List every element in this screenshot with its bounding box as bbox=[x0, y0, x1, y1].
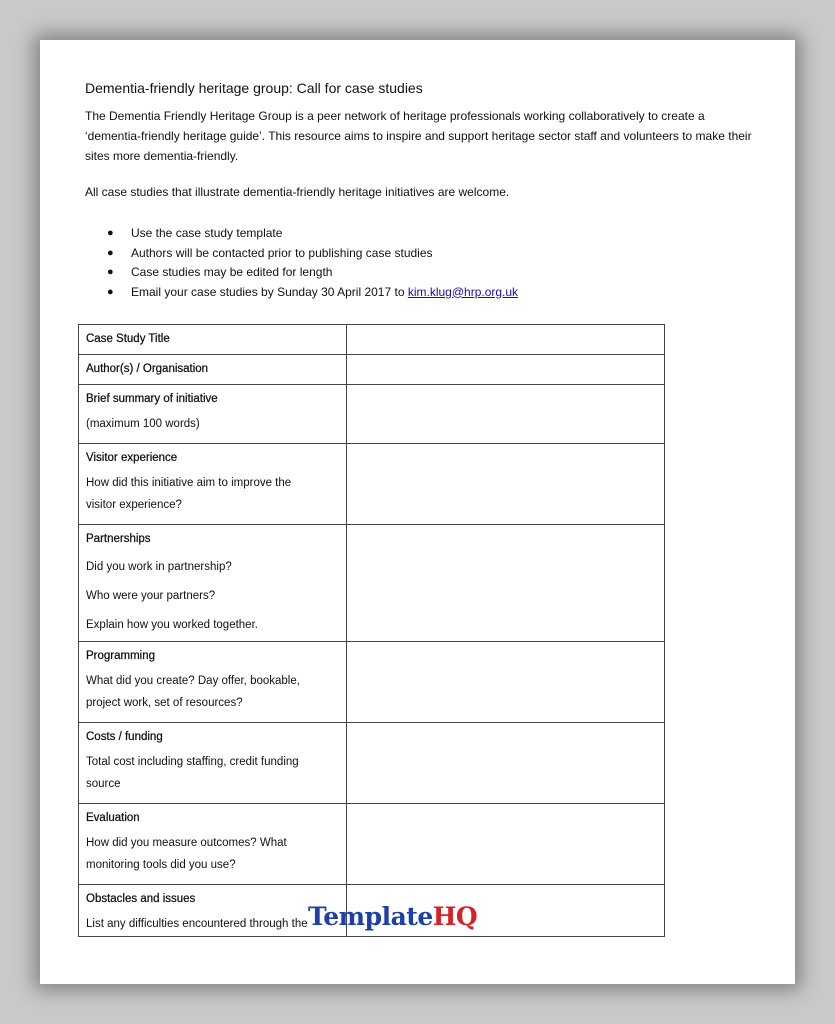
instruction-list bbox=[85, 224, 745, 302]
answer-cell[interactable] bbox=[347, 804, 665, 885]
document-title: Dementia-friendly heritage group: Call for case studies bbox=[85, 80, 423, 96]
list-item-text: Email your case studies by Sunday 30 April 2017 to bbox=[131, 284, 408, 299]
row-label-cell bbox=[79, 355, 347, 385]
bullet-icon: ● bbox=[107, 285, 114, 298]
document-page bbox=[40, 40, 795, 984]
row-heading: Brief summary of initiative bbox=[86, 393, 218, 405]
table-row bbox=[79, 642, 665, 723]
list-item bbox=[85, 283, 745, 303]
row-note: What did you create? Day offer, bookable, bbox=[86, 675, 300, 687]
row-note: Total cost including staffing, credit funding bbox=[86, 756, 299, 768]
answer-cell[interactable] bbox=[347, 525, 665, 642]
row-note: visitor experience? bbox=[86, 499, 182, 511]
welcome-paragraph: All case studies that illustrate dementia-friendly heritage initiatives are welcome. bbox=[85, 185, 510, 199]
row-label-cell bbox=[79, 385, 347, 444]
intro-paragraph: The Dementia Friendly Heritage Group is a peer network of heritage professionals working collaboratively to create a ‘dementia-friendly heritage guide’. This resource aims to inspire and support heritage sector staff and volunteers to make their sites more dementia-friendly. bbox=[85, 109, 752, 163]
row-heading: Partnerships bbox=[86, 533, 151, 545]
bullet-icon: ● bbox=[107, 246, 114, 259]
list-item-text: Case studies may be edited for length bbox=[131, 265, 333, 279]
table-row bbox=[79, 525, 665, 642]
row-heading: Evaluation bbox=[86, 812, 140, 824]
row-heading: Author(s) / Organisation bbox=[86, 363, 209, 375]
table-row bbox=[79, 804, 665, 885]
table-row bbox=[79, 325, 665, 355]
row-note: How did you measure outcomes? What bbox=[86, 837, 287, 849]
watermark-text-hq: HQ bbox=[432, 902, 478, 931]
list-item bbox=[85, 244, 745, 264]
table-row bbox=[79, 444, 665, 525]
row-note: How did this initiative aim to improve the bbox=[86, 477, 292, 489]
answer-cell[interactable] bbox=[347, 385, 665, 444]
case-study-form-table bbox=[78, 324, 665, 937]
answer-cell[interactable] bbox=[347, 355, 665, 385]
email-link[interactable]: kim.klug@hrp.org.uk bbox=[407, 284, 519, 299]
list-item bbox=[85, 224, 745, 244]
list-item-text: Authors will be contacted prior to publishing case studies bbox=[131, 245, 433, 260]
row-note: Who were your partners? bbox=[86, 590, 216, 602]
table-row bbox=[79, 385, 665, 444]
row-heading: Case Study Title bbox=[86, 333, 170, 345]
row-note: source bbox=[86, 778, 121, 790]
row-note: monitoring tools did you use? bbox=[86, 859, 236, 871]
list-item bbox=[85, 263, 745, 283]
row-heading: Visitor experience bbox=[86, 452, 178, 464]
row-label-cell bbox=[79, 325, 347, 355]
row-note: Explain how you worked together. bbox=[86, 619, 258, 631]
watermark-text-template: Template bbox=[308, 902, 433, 931]
row-label-cell bbox=[79, 525, 347, 642]
row-label-cell bbox=[79, 642, 347, 723]
list-item-text: Use the case study template bbox=[131, 226, 283, 240]
row-label-cell bbox=[79, 444, 347, 525]
bullet-icon: ● bbox=[107, 227, 114, 239]
row-note: (maximum 100 words) bbox=[86, 418, 200, 430]
answer-cell[interactable] bbox=[347, 642, 665, 723]
row-heading: Programming bbox=[86, 650, 156, 662]
row-label-cell bbox=[79, 885, 347, 937]
bullet-icon: ● bbox=[107, 266, 114, 278]
watermark-logo bbox=[308, 902, 477, 931]
answer-cell[interactable] bbox=[347, 325, 665, 355]
row-note: Did you work in partnership? bbox=[86, 561, 232, 573]
row-heading: Costs / funding bbox=[86, 731, 163, 743]
row-label-cell bbox=[79, 804, 347, 885]
row-note: List any difficulties encountered through the bbox=[86, 918, 308, 930]
table-row bbox=[79, 723, 665, 804]
answer-cell[interactable] bbox=[347, 723, 665, 804]
answer-cell[interactable] bbox=[347, 444, 665, 525]
table-row bbox=[79, 355, 665, 385]
row-label-cell bbox=[79, 723, 347, 804]
row-heading: Obstacles and issues bbox=[86, 893, 196, 905]
row-note: project work, set of resources? bbox=[86, 697, 243, 709]
